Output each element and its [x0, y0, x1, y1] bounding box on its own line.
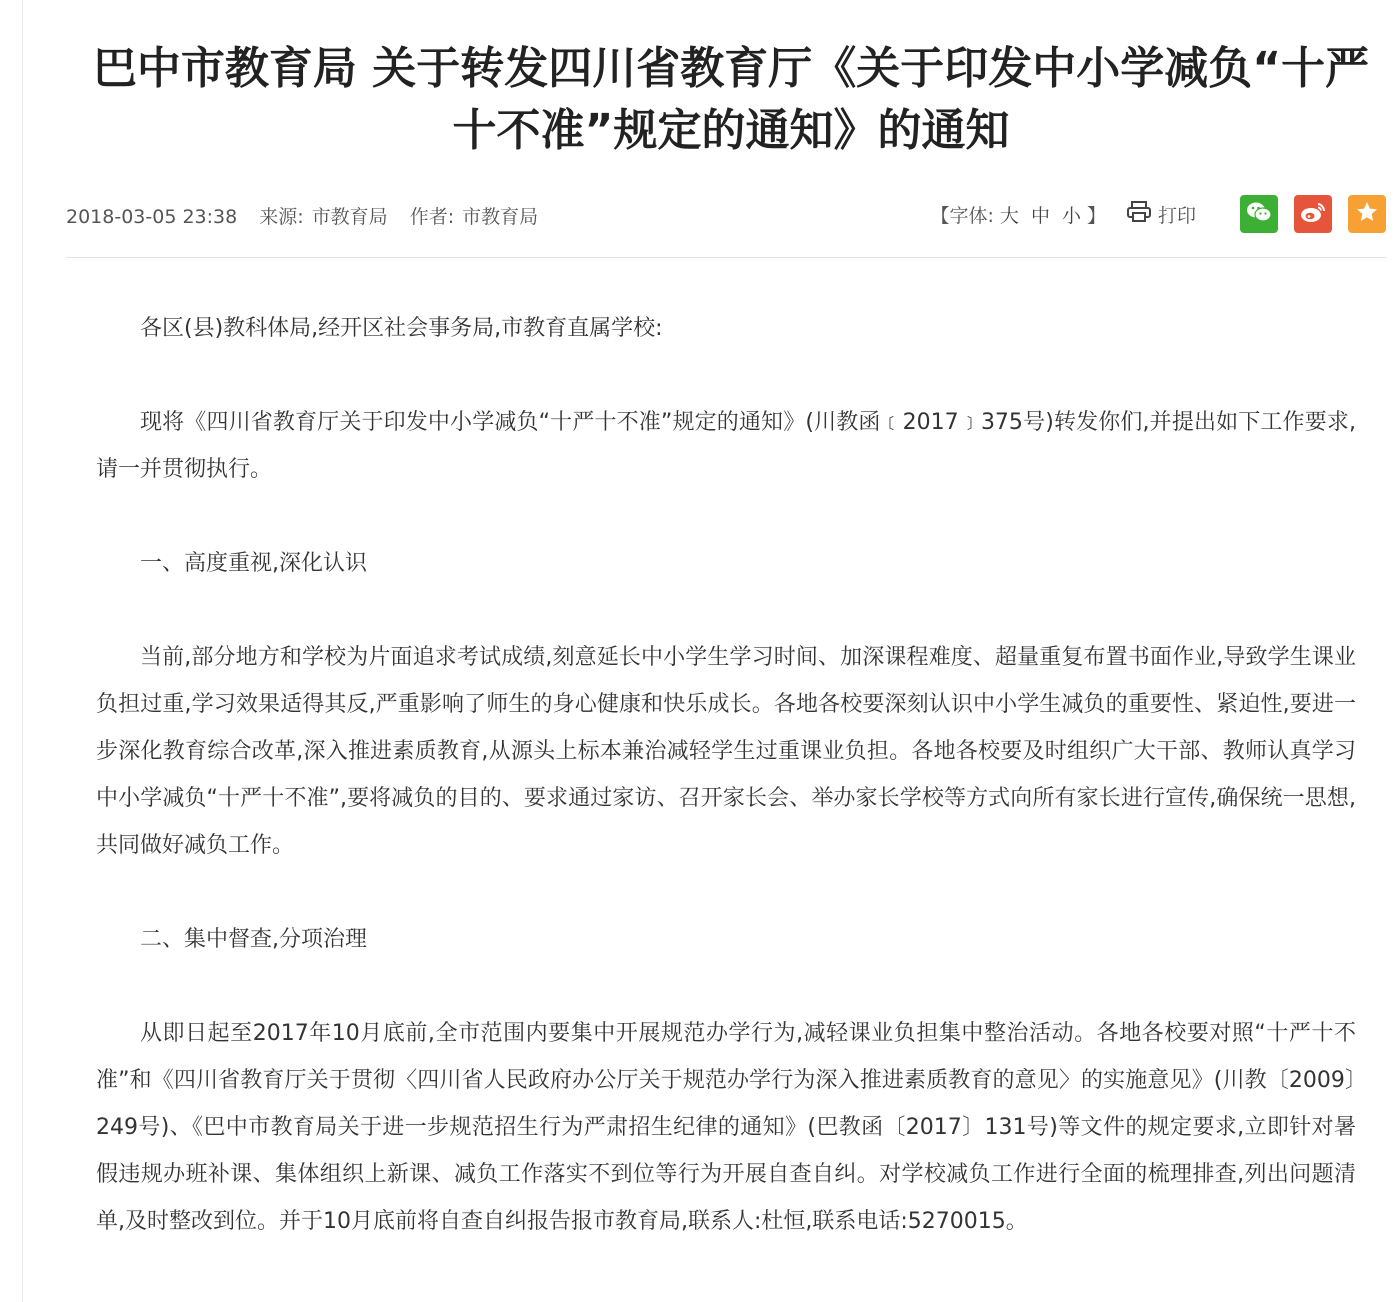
font-size-label: 【字体: — [930, 204, 994, 227]
star-icon — [1355, 200, 1379, 229]
source-value: 市教育局 — [311, 206, 388, 228]
article-tools — [931, 192, 1386, 236]
share-favorite-button[interactable] — [1348, 195, 1386, 233]
print-label: 打印 — [1157, 204, 1196, 227]
publish-date: 2018-03-05 23:38 — [66, 206, 238, 228]
printer-icon — [1126, 200, 1158, 229]
paragraph: 现将《四川省教育厅关于印发中小学减负“十严十不准”规定的通知》(川教函﹝2017﹞375号)转发你们,并提出如下工作要求,请一并贯彻执行。 — [96, 410, 1356, 482]
font-large-button[interactable]: 大 — [999, 204, 1019, 227]
meta-info — [66, 202, 554, 229]
left-border — [22, 0, 23, 1302]
paragraph: 当前,部分地方和学校为片面追求考试成绩,刻意延长中小学生学习时间、加深课程难度、超量重复布置书面作业,导致学生课业负担过重,学习效果适得其反,严重影响了师生的身心健康和快乐成长。各地各校要深刻认识中小学生减负的重要性、紧迫性,要进一步深化教育综合改革,深入推进素质教育,从源头上标本兼治减轻学生过重课业负担。各地各校要及时组织广大干部、教师认真学习中小学减负“十严十不准”,要将减负的目的、要求通过家访、召开家长会、举办家长学校等方式向所有家长进行宣传,确保统一思想,共同做好减负工作。 — [96, 645, 1356, 858]
author-label: 作者: — [409, 206, 455, 228]
article-body — [96, 305, 1356, 1245]
weibo-icon — [1299, 200, 1327, 229]
section-heading: 二、集中督查,分项治理 — [140, 927, 367, 952]
share-wechat-button[interactable] — [1240, 195, 1278, 233]
font-medium-button[interactable]: 中 — [1030, 204, 1050, 227]
print-button[interactable] — [1126, 200, 1196, 229]
article-title: 巴中市教育局 关于转发四川省教育厅《关于印发中小学减负“十严十不准”规定的通知》的通知 — [92, 43, 1370, 156]
paragraph: 各区(县)教科体局,经开区社会事务局,市教育直属学校: — [140, 316, 663, 341]
source-label: 来源: — [259, 206, 304, 228]
font-small-button[interactable]: 小 — [1061, 204, 1081, 227]
wechat-icon — [1245, 200, 1273, 229]
article-meta — [66, 200, 1386, 232]
header-divider — [66, 257, 1386, 258]
paragraph: 从即日起至2017年10月底前,全市范围内要集中开展规范办学行为,减轻课业负担集中整治活动。各地各校要对照“十严十不准”和《四川省教育厅关于贯彻〈四川省人民政府办公厅关于规范办学行为深入推进素质教育的意见〉的实施意见》(川教〔2009〕249号)、《巴中市教育局关于进一步规范招生行为严肃招生纪律的通知》(巴教函〔2017〕131号)等文件的规定要求,立即针对暑假违规办班补课、集体组织上新课、减负工作落实不到位等行为开展自查自纠。对学校减负工作进行全面的梳理排查,列出问题清单,及时整改到位。并于10月底前将自查自纠报告报市教育局,联系人:杜恒,联系电话:5270015。 — [96, 1021, 1356, 1234]
font-size-close: 】 — [1086, 204, 1106, 227]
share-weibo-button[interactable] — [1294, 195, 1332, 233]
font-size-selector — [931, 201, 1106, 228]
section-heading: 一、高度重视,深化认识 — [140, 551, 367, 576]
author-value: 市教育局 — [462, 206, 539, 228]
article — [66, 0, 1386, 1234]
